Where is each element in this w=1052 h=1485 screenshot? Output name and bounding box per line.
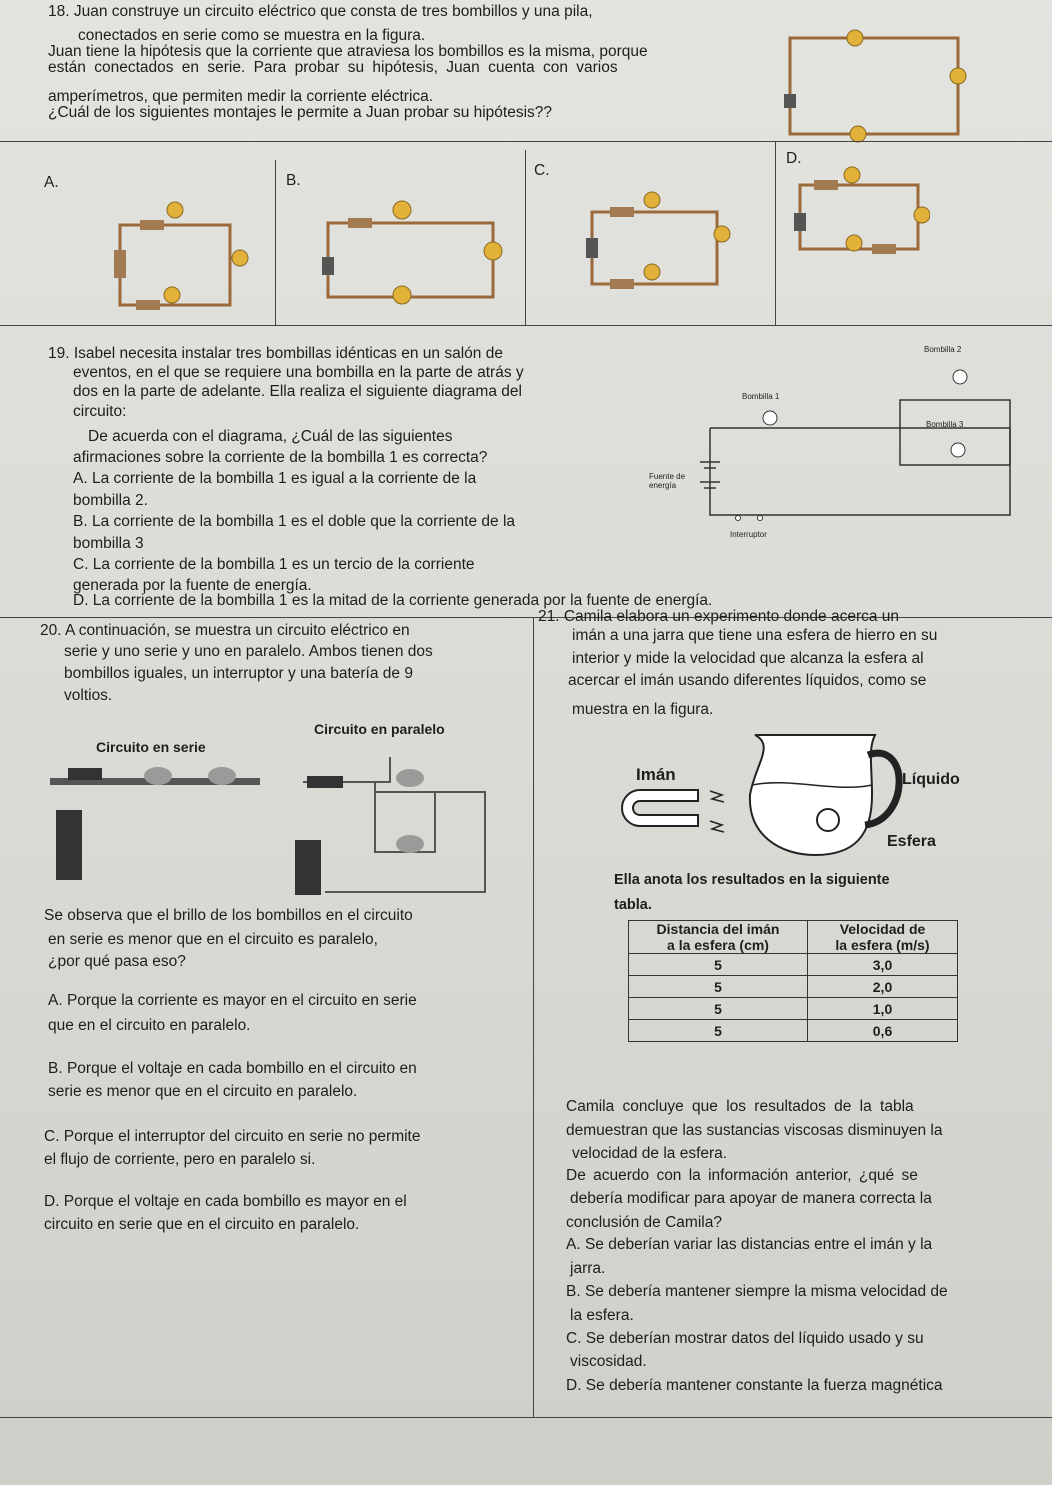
q20-line: serie y uno serie y uno en paralelo. Ambos tienen dos [64,643,433,660]
battery-icon [586,238,598,258]
q21-conclusion: conclusión de Camila? [566,1214,722,1231]
q21-conclusion: De acuerdo con la información anterior, ¿qué se [566,1167,918,1184]
bulb-icon [844,167,860,183]
sphere-label: Esfera [887,833,936,850]
q21-conclusion: Camila concluye que los resultados de la tabla [566,1098,914,1115]
q21-conclusion: velocidad de la esfera. [572,1145,728,1162]
bulb-icon [167,202,183,218]
series-circuit-figure [50,752,265,892]
q18-circuit-d [790,165,930,260]
q20-question: Se observa que el brillo de los bombillos en el circuito [44,907,413,924]
q18-line: ¿Cuál de los siguientes montajes le permite a Juan probar su hipótesis?? [48,104,553,121]
bulb-icon [164,287,180,303]
q19-option-a-cont: bombilla 2. [73,492,148,509]
q19-option-d[interactable]: D. La corriente de la bombilla 1 es la mitad de la corriente generada por la fuente de energía. [73,592,713,609]
bulb-icon [847,30,863,46]
q20-option-a-cont: que en el circuito en paralelo. [48,1017,251,1034]
q21-conclusion: debería modificar para apoyar de manera correcta la [570,1190,932,1207]
q19-option-c[interactable]: C. La corriente de la bombilla 1 es un tercio de la corriente [73,556,475,573]
q18-option-d[interactable]: D. [786,150,802,167]
q18-line: 18. Juan construye un circuito eléctrico que consta de tres bombillos y una pila, [48,3,593,20]
q19-option-b[interactable]: B. La corriente de la bombilla 1 es el doble que la corriente de la [73,513,516,530]
bulb-icon [393,286,411,304]
q18-circuit-figure [778,24,978,146]
ammeter-icon [872,244,896,254]
q21-option-a[interactable]: A. Se deberían variar las distancias entre el imán y la [566,1236,933,1253]
q18-circuit-b [318,195,508,310]
bulb-icon [644,192,660,208]
switch-label: Interruptor [730,530,767,539]
bulb-icon [484,242,502,260]
magnet-jar-figure [610,725,910,870]
bulb-icon [850,126,866,142]
q18-line: Juan tiene la hipótesis que la corriente que atraviesa los bombillos es la misma, porque [48,43,648,60]
q20-option-d[interactable]: D. Porque el voltaje en cada bombillo es mayor en el [44,1193,407,1210]
ammeter-icon [136,300,160,310]
battery-icon [322,257,334,275]
ammeter-icon [348,218,372,228]
bulb-icon [914,207,930,223]
q21-option-a-cont: jarra. [570,1260,606,1277]
battery-icon [784,94,796,108]
q19-line: circuito: [73,403,127,420]
table-row: 5 3,0 [629,954,958,976]
q20-question: en serie es menor que en el circuito es paralelo, [48,931,378,948]
bulb-icon [950,68,966,84]
table-row: 5 2,0 [629,976,958,998]
parallel-circuit-label: Circuito en paralelo [314,721,445,737]
bulb-icon [846,235,862,251]
table-header: Velocidad de la esfera (m/s) [808,921,958,954]
q18-option-b[interactable]: B. [286,172,301,189]
table-intro: Ella anota los resultados en la siguiente [614,872,890,888]
bulb2-label: Bombilla 2 [924,345,962,354]
bulb-icon [644,264,660,280]
source-label: Fuente de energía [649,472,686,490]
table-intro: tabla. [614,897,652,913]
q18-option-a[interactable]: A. [44,174,59,191]
q20-line: bombillos iguales, un interruptor y una batería de 9 [64,665,413,682]
q18-circuit-a [110,200,250,315]
q21-option-c-cont: viscosidad. [570,1353,647,1370]
bulb3-label: Bombilla 3 [926,420,964,429]
q18-option-c[interactable]: C. [534,162,550,179]
q21-line: muestra en la figura. [572,701,714,718]
q20-option-d-cont: circuito en serie que en el circuito en paralelo. [44,1216,360,1233]
q21-option-d[interactable]: D. Se debería mantener constante la fuerza magnética [566,1377,943,1394]
bulb-icon [393,201,411,219]
q21-option-b-cont: la esfera. [570,1307,634,1324]
bulb-icon [232,250,248,266]
q19-line: dos en la parte de adelante. Ella realiza el siguiente diagrama del [73,383,522,400]
q21-option-c[interactable]: C. Se deberían mostrar datos del líquido usado y su [566,1330,924,1347]
q19-line: afirmaciones sobre la corriente de la bombilla 1 es correcta? [73,449,488,466]
table-row: 5 1,0 [629,998,958,1020]
q18-line: conectados en serie como se muestra en la figura. [78,27,426,44]
q21-conclusion: demuestran que las sustancias viscosas disminuyen la [566,1122,943,1139]
battery-icon [56,810,82,880]
ammeter-icon [814,180,838,190]
q19-option-a[interactable]: A. La corriente de la bombilla 1 es igual a la corriente de la [73,470,477,487]
q21-line: acercar el imán usando diferentes líquidos, como se [568,672,927,689]
q19-line: 19. Isabel necesita instalar tres bombillas idénticas en un salón de [48,345,503,362]
q18-line: amperímetros, que permiten medir la corriente eléctrica. [48,88,434,105]
results-table [628,920,958,1042]
q19-option-b-cont: bombilla 3 [73,535,144,552]
bulb1-label: Bombilla 1 [742,392,780,401]
magnet-label: Imán [636,765,676,784]
q20-option-b-cont: serie es menor que en el circuito en paralelo. [48,1083,358,1100]
q21-line: imán a una jarra que tiene una esfera de hierro en su [572,627,938,644]
q21-line: 21. Camila elabora un experimento donde acerca un [538,608,900,625]
liquid-label: Líquido [902,771,960,788]
ammeter-icon [140,220,164,230]
parallel-circuit-figure [295,752,490,897]
table-header: Distancia del imán a la esfera (cm) [629,921,808,954]
q19-line: eventos, en el que se requiere una bombilla en la parte de atrás y [73,364,524,381]
q20-line: voltios. [64,687,113,704]
q20-line: 20. A continuación, se muestra un circuito eléctrico en [40,622,410,639]
q18-line: están conectados en serie. Para probar su hipótesis, Juan cuenta con varios [48,59,618,76]
q20-option-c[interactable]: C. Porque el interruptor del circuito en serie no permite [44,1128,421,1145]
q18-circuit-c [582,186,752,296]
q20-option-a[interactable]: A. Porque la corriente es mayor en el circuito en serie [48,992,417,1009]
ammeter-icon [610,207,634,217]
q21-option-b[interactable]: B. Se debería mantener siempre la misma velocidad de [566,1283,948,1300]
battery-icon [794,213,806,231]
q21-line: interior y mide la velocidad que alcanza la esfera al [572,650,924,667]
table-header-row [629,921,958,954]
q20-option-c-cont: el flujo de corriente, pero en paralelo si. [44,1151,316,1168]
q20-question: ¿por qué pasa eso? [48,953,186,970]
ammeter-icon [114,250,126,278]
q19-line: De acuerda con el diagrama, ¿Cuál de las siguientes [88,428,453,445]
series-circuit-label: Circuito en serie [96,739,206,755]
q19-option-c-cont: generada por la fuente de energía. [73,577,312,594]
ammeter-icon [610,279,634,289]
q20-option-b[interactable]: B. Porque el voltaje en cada bombillo en el circuito en [48,1060,417,1077]
battery-icon [295,840,321,895]
table-row: 5 0,6 [629,1020,958,1042]
bulb-icon [714,226,730,242]
